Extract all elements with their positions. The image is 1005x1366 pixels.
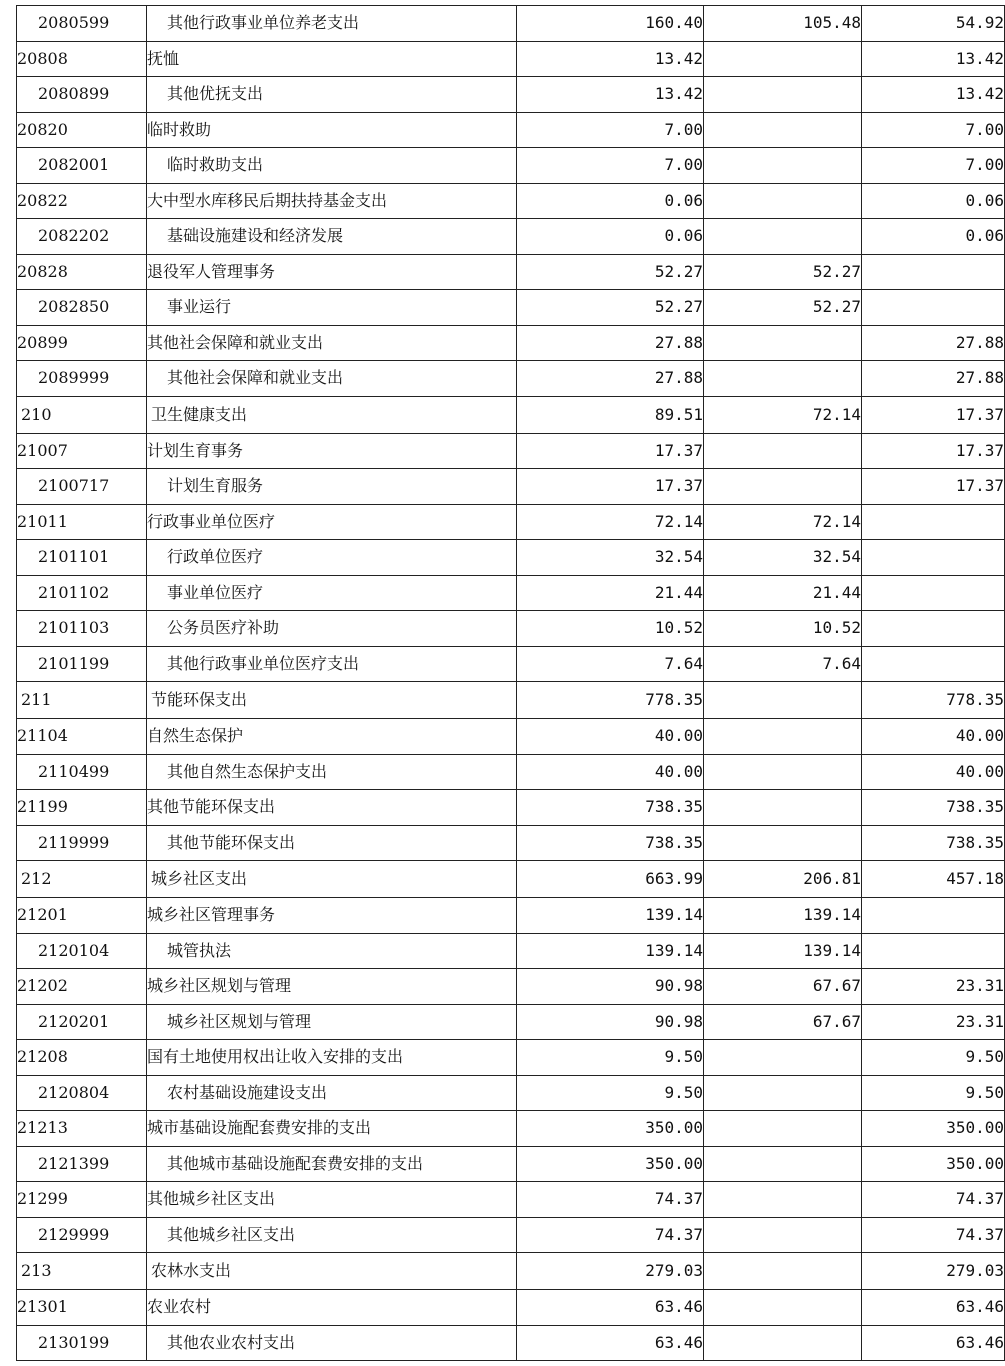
subject-name-cell: 临时救助	[147, 112, 517, 148]
project-expenditure-cell	[862, 575, 1005, 611]
subject-code-cell: 2100717	[17, 469, 147, 505]
subject-name-cell: 卫生健康支出	[147, 396, 517, 433]
subject-code-cell: 2082850	[17, 290, 147, 326]
table-row	[17, 396, 1005, 433]
project-expenditure-cell: 63.46	[862, 1290, 1005, 1326]
subject-name-cell: 城乡社区管理事务	[147, 898, 517, 934]
table-row	[17, 1146, 1005, 1182]
basic-expenditure-cell: 139.14	[704, 898, 862, 934]
total-amount-cell: 139.14	[517, 933, 704, 969]
subject-name-cell: 城乡社区支出	[147, 861, 517, 898]
subject-name-cell: 其他行政事业单位养老支出	[147, 6, 517, 42]
project-expenditure-cell: 17.37	[862, 433, 1005, 469]
table-row	[17, 433, 1005, 469]
basic-expenditure-cell	[704, 790, 862, 826]
subject-name-cell: 基础设施建设和经济发展	[147, 219, 517, 255]
table-row	[17, 254, 1005, 290]
basic-expenditure-cell	[704, 754, 862, 790]
table-row	[17, 754, 1005, 790]
subject-code-cell: 2101103	[17, 611, 147, 647]
subject-code-cell: 2119999	[17, 825, 147, 861]
table-row	[17, 861, 1005, 898]
table-row	[17, 1217, 1005, 1253]
table-row	[17, 790, 1005, 826]
subject-code-cell: 21301	[17, 1290, 147, 1326]
subject-code-cell: 21213	[17, 1111, 147, 1147]
total-amount-cell: 40.00	[517, 754, 704, 790]
project-expenditure-cell	[862, 898, 1005, 934]
table-row	[17, 933, 1005, 969]
total-amount-cell: 21.44	[517, 575, 704, 611]
subject-name-cell: 其他优抚支出	[147, 77, 517, 113]
basic-expenditure-cell: 67.67	[704, 1004, 862, 1040]
table-row	[17, 219, 1005, 255]
basic-expenditure-cell	[704, 1040, 862, 1076]
table-row	[17, 6, 1005, 42]
budget-table-body	[17, 6, 1005, 1361]
subject-code-cell: 2110499	[17, 754, 147, 790]
table-row	[17, 575, 1005, 611]
project-expenditure-cell: 13.42	[862, 77, 1005, 113]
total-amount-cell: 17.37	[517, 433, 704, 469]
table-row	[17, 183, 1005, 219]
total-amount-cell: 160.40	[517, 6, 704, 42]
total-amount-cell: 63.46	[517, 1325, 704, 1361]
subject-name-cell: 其他城市基础设施配套费安排的支出	[147, 1146, 517, 1182]
project-expenditure-cell: 27.88	[862, 361, 1005, 397]
basic-expenditure-cell	[704, 1182, 862, 1218]
subject-code-cell: 20820	[17, 112, 147, 148]
basic-expenditure-cell	[704, 77, 862, 113]
subject-name-cell: 公务员医疗补助	[147, 611, 517, 647]
basic-expenditure-cell	[704, 1111, 862, 1147]
total-amount-cell: 90.98	[517, 1004, 704, 1040]
total-amount-cell: 279.03	[517, 1253, 704, 1290]
project-expenditure-cell	[862, 254, 1005, 290]
project-expenditure-cell: 0.06	[862, 183, 1005, 219]
basic-expenditure-cell	[704, 183, 862, 219]
subject-name-cell: 其他自然生态保护支出	[147, 754, 517, 790]
basic-expenditure-cell	[704, 325, 862, 361]
total-amount-cell: 10.52	[517, 611, 704, 647]
project-expenditure-cell: 40.00	[862, 754, 1005, 790]
basic-expenditure-cell	[704, 825, 862, 861]
subject-name-cell: 其他节能环保支出	[147, 825, 517, 861]
total-amount-cell: 74.37	[517, 1182, 704, 1218]
subject-name-cell: 其他城乡社区支出	[147, 1217, 517, 1253]
subject-name-cell: 节能环保支出	[147, 682, 517, 719]
basic-expenditure-cell	[704, 1325, 862, 1361]
subject-name-cell: 行政事业单位医疗	[147, 504, 517, 540]
subject-name-cell: 其他社会保障和就业支出	[147, 325, 517, 361]
subject-code-cell: 21007	[17, 433, 147, 469]
subject-code-cell: 20828	[17, 254, 147, 290]
total-amount-cell: 13.42	[517, 41, 704, 77]
project-expenditure-cell: 40.00	[862, 719, 1005, 755]
subject-code-cell: 2120104	[17, 933, 147, 969]
subject-name-cell: 其他农业农村支出	[147, 1325, 517, 1361]
subject-code-cell: 21011	[17, 504, 147, 540]
table-row	[17, 1290, 1005, 1326]
subject-name-cell: 其他行政事业单位医疗支出	[147, 646, 517, 682]
total-amount-cell: 89.51	[517, 396, 704, 433]
subject-name-cell: 抚恤	[147, 41, 517, 77]
project-expenditure-cell: 27.88	[862, 325, 1005, 361]
basic-expenditure-cell: 72.14	[704, 396, 862, 433]
project-expenditure-cell	[862, 290, 1005, 326]
basic-expenditure-cell: 139.14	[704, 933, 862, 969]
total-amount-cell: 738.35	[517, 790, 704, 826]
subject-name-cell: 城管执法	[147, 933, 517, 969]
basic-expenditure-cell: 52.27	[704, 254, 862, 290]
project-expenditure-cell: 9.50	[862, 1075, 1005, 1111]
total-amount-cell: 7.64	[517, 646, 704, 682]
subject-name-cell: 城乡社区规划与管理	[147, 1004, 517, 1040]
basic-expenditure-cell: 105.48	[704, 6, 862, 42]
basic-expenditure-cell	[704, 1217, 862, 1253]
table-row	[17, 1182, 1005, 1218]
table-row	[17, 504, 1005, 540]
basic-expenditure-cell: 67.67	[704, 969, 862, 1005]
table-row	[17, 969, 1005, 1005]
subject-code-cell: 2080899	[17, 77, 147, 113]
project-expenditure-cell: 74.37	[862, 1182, 1005, 1218]
total-amount-cell: 40.00	[517, 719, 704, 755]
subject-code-cell: 2082001	[17, 148, 147, 184]
basic-expenditure-cell: 52.27	[704, 290, 862, 326]
total-amount-cell: 139.14	[517, 898, 704, 934]
project-expenditure-cell: 778.35	[862, 682, 1005, 719]
total-amount-cell: 350.00	[517, 1111, 704, 1147]
project-expenditure-cell: 457.18	[862, 861, 1005, 898]
project-expenditure-cell: 350.00	[862, 1111, 1005, 1147]
project-expenditure-cell: 23.31	[862, 969, 1005, 1005]
project-expenditure-cell: 0.06	[862, 219, 1005, 255]
project-expenditure-cell: 279.03	[862, 1253, 1005, 1290]
table-row	[17, 1325, 1005, 1361]
subject-name-cell: 计划生育服务	[147, 469, 517, 505]
subject-name-cell: 农村基础设施建设支出	[147, 1075, 517, 1111]
table-row	[17, 1075, 1005, 1111]
project-expenditure-cell: 738.35	[862, 825, 1005, 861]
subject-code-cell: 213	[17, 1253, 147, 1290]
table-row	[17, 646, 1005, 682]
total-amount-cell: 27.88	[517, 325, 704, 361]
basic-expenditure-cell	[704, 112, 862, 148]
table-row	[17, 148, 1005, 184]
subject-code-cell: 211	[17, 682, 147, 719]
total-amount-cell: 663.99	[517, 861, 704, 898]
subject-name-cell: 事业单位医疗	[147, 575, 517, 611]
total-amount-cell: 9.50	[517, 1040, 704, 1076]
project-expenditure-cell	[862, 933, 1005, 969]
table-row	[17, 290, 1005, 326]
total-amount-cell: 63.46	[517, 1290, 704, 1326]
budget-sheet	[16, 5, 1004, 1361]
subject-name-cell: 行政单位医疗	[147, 540, 517, 576]
table-row	[17, 1040, 1005, 1076]
table-row	[17, 112, 1005, 148]
table-row	[17, 469, 1005, 505]
total-amount-cell: 738.35	[517, 825, 704, 861]
project-expenditure-cell	[862, 646, 1005, 682]
basic-expenditure-cell	[704, 469, 862, 505]
subject-code-cell: 21202	[17, 969, 147, 1005]
table-row	[17, 41, 1005, 77]
table-row	[17, 325, 1005, 361]
subject-code-cell: 20899	[17, 325, 147, 361]
subject-code-cell: 2121399	[17, 1146, 147, 1182]
subject-name-cell: 城乡社区规划与管理	[147, 969, 517, 1005]
table-row	[17, 719, 1005, 755]
subject-name-cell: 其他社会保障和就业支出	[147, 361, 517, 397]
subject-name-cell: 退役军人管理事务	[147, 254, 517, 290]
total-amount-cell: 9.50	[517, 1075, 704, 1111]
budget-table	[16, 5, 1005, 1361]
basic-expenditure-cell: 21.44	[704, 575, 862, 611]
basic-expenditure-cell	[704, 433, 862, 469]
project-expenditure-cell	[862, 611, 1005, 647]
basic-expenditure-cell	[704, 719, 862, 755]
subject-code-cell: 21104	[17, 719, 147, 755]
project-expenditure-cell: 7.00	[862, 148, 1005, 184]
subject-name-cell: 城市基础设施配套费安排的支出	[147, 1111, 517, 1147]
basic-expenditure-cell	[704, 219, 862, 255]
basic-expenditure-cell: 206.81	[704, 861, 862, 898]
table-row	[17, 898, 1005, 934]
basic-expenditure-cell: 72.14	[704, 504, 862, 540]
subject-code-cell: 21199	[17, 790, 147, 826]
total-amount-cell: 27.88	[517, 361, 704, 397]
table-row	[17, 77, 1005, 113]
total-amount-cell: 0.06	[517, 183, 704, 219]
table-row	[17, 1111, 1005, 1147]
project-expenditure-cell: 63.46	[862, 1325, 1005, 1361]
project-expenditure-cell: 350.00	[862, 1146, 1005, 1182]
subject-code-cell: 2130199	[17, 1325, 147, 1361]
subject-name-cell: 其他城乡社区支出	[147, 1182, 517, 1218]
total-amount-cell: 350.00	[517, 1146, 704, 1182]
total-amount-cell: 0.06	[517, 219, 704, 255]
subject-name-cell: 临时救助支出	[147, 148, 517, 184]
subject-name-cell: 计划生育事务	[147, 433, 517, 469]
subject-code-cell: 2080599	[17, 6, 147, 42]
table-row	[17, 540, 1005, 576]
table-row	[17, 1253, 1005, 1290]
table-row	[17, 361, 1005, 397]
subject-name-cell: 其他节能环保支出	[147, 790, 517, 826]
basic-expenditure-cell: 7.64	[704, 646, 862, 682]
subject-name-cell: 国有土地使用权出让收入安排的支出	[147, 1040, 517, 1076]
subject-code-cell: 2120201	[17, 1004, 147, 1040]
table-row	[17, 1004, 1005, 1040]
subject-name-cell: 农业农村	[147, 1290, 517, 1326]
total-amount-cell: 32.54	[517, 540, 704, 576]
table-row	[17, 611, 1005, 647]
subject-code-cell: 21299	[17, 1182, 147, 1218]
subject-name-cell: 自然生态保护	[147, 719, 517, 755]
total-amount-cell: 778.35	[517, 682, 704, 719]
subject-code-cell: 2101101	[17, 540, 147, 576]
project-expenditure-cell: 74.37	[862, 1217, 1005, 1253]
subject-code-cell: 2101199	[17, 646, 147, 682]
project-expenditure-cell: 17.37	[862, 469, 1005, 505]
basic-expenditure-cell	[704, 1290, 862, 1326]
total-amount-cell: 17.37	[517, 469, 704, 505]
total-amount-cell: 7.00	[517, 112, 704, 148]
basic-expenditure-cell	[704, 361, 862, 397]
subject-code-cell: 212	[17, 861, 147, 898]
basic-expenditure-cell	[704, 148, 862, 184]
subject-code-cell: 21201	[17, 898, 147, 934]
basic-expenditure-cell	[704, 1253, 862, 1290]
table-row	[17, 825, 1005, 861]
basic-expenditure-cell	[704, 1146, 862, 1182]
basic-expenditure-cell	[704, 41, 862, 77]
project-expenditure-cell: 23.31	[862, 1004, 1005, 1040]
project-expenditure-cell: 54.92	[862, 6, 1005, 42]
project-expenditure-cell: 738.35	[862, 790, 1005, 826]
subject-code-cell: 2082202	[17, 219, 147, 255]
subject-code-cell: 2101102	[17, 575, 147, 611]
subject-code-cell: 2120804	[17, 1075, 147, 1111]
project-expenditure-cell: 13.42	[862, 41, 1005, 77]
project-expenditure-cell	[862, 540, 1005, 576]
project-expenditure-cell	[862, 504, 1005, 540]
total-amount-cell: 52.27	[517, 254, 704, 290]
project-expenditure-cell: 9.50	[862, 1040, 1005, 1076]
total-amount-cell: 52.27	[517, 290, 704, 326]
total-amount-cell: 13.42	[517, 77, 704, 113]
subject-code-cell: 20822	[17, 183, 147, 219]
subject-code-cell: 2089999	[17, 361, 147, 397]
total-amount-cell: 90.98	[517, 969, 704, 1005]
subject-code-cell: 210	[17, 396, 147, 433]
table-row	[17, 682, 1005, 719]
project-expenditure-cell: 17.37	[862, 396, 1005, 433]
total-amount-cell: 74.37	[517, 1217, 704, 1253]
subject-name-cell: 大中型水库移民后期扶持基金支出	[147, 183, 517, 219]
subject-name-cell: 事业运行	[147, 290, 517, 326]
basic-expenditure-cell: 32.54	[704, 540, 862, 576]
basic-expenditure-cell: 10.52	[704, 611, 862, 647]
subject-code-cell: 2129999	[17, 1217, 147, 1253]
subject-code-cell: 20808	[17, 41, 147, 77]
subject-name-cell: 农林水支出	[147, 1253, 517, 1290]
basic-expenditure-cell	[704, 682, 862, 719]
basic-expenditure-cell	[704, 1075, 862, 1111]
total-amount-cell: 7.00	[517, 148, 704, 184]
subject-code-cell: 21208	[17, 1040, 147, 1076]
total-amount-cell: 72.14	[517, 504, 704, 540]
project-expenditure-cell: 7.00	[862, 112, 1005, 148]
